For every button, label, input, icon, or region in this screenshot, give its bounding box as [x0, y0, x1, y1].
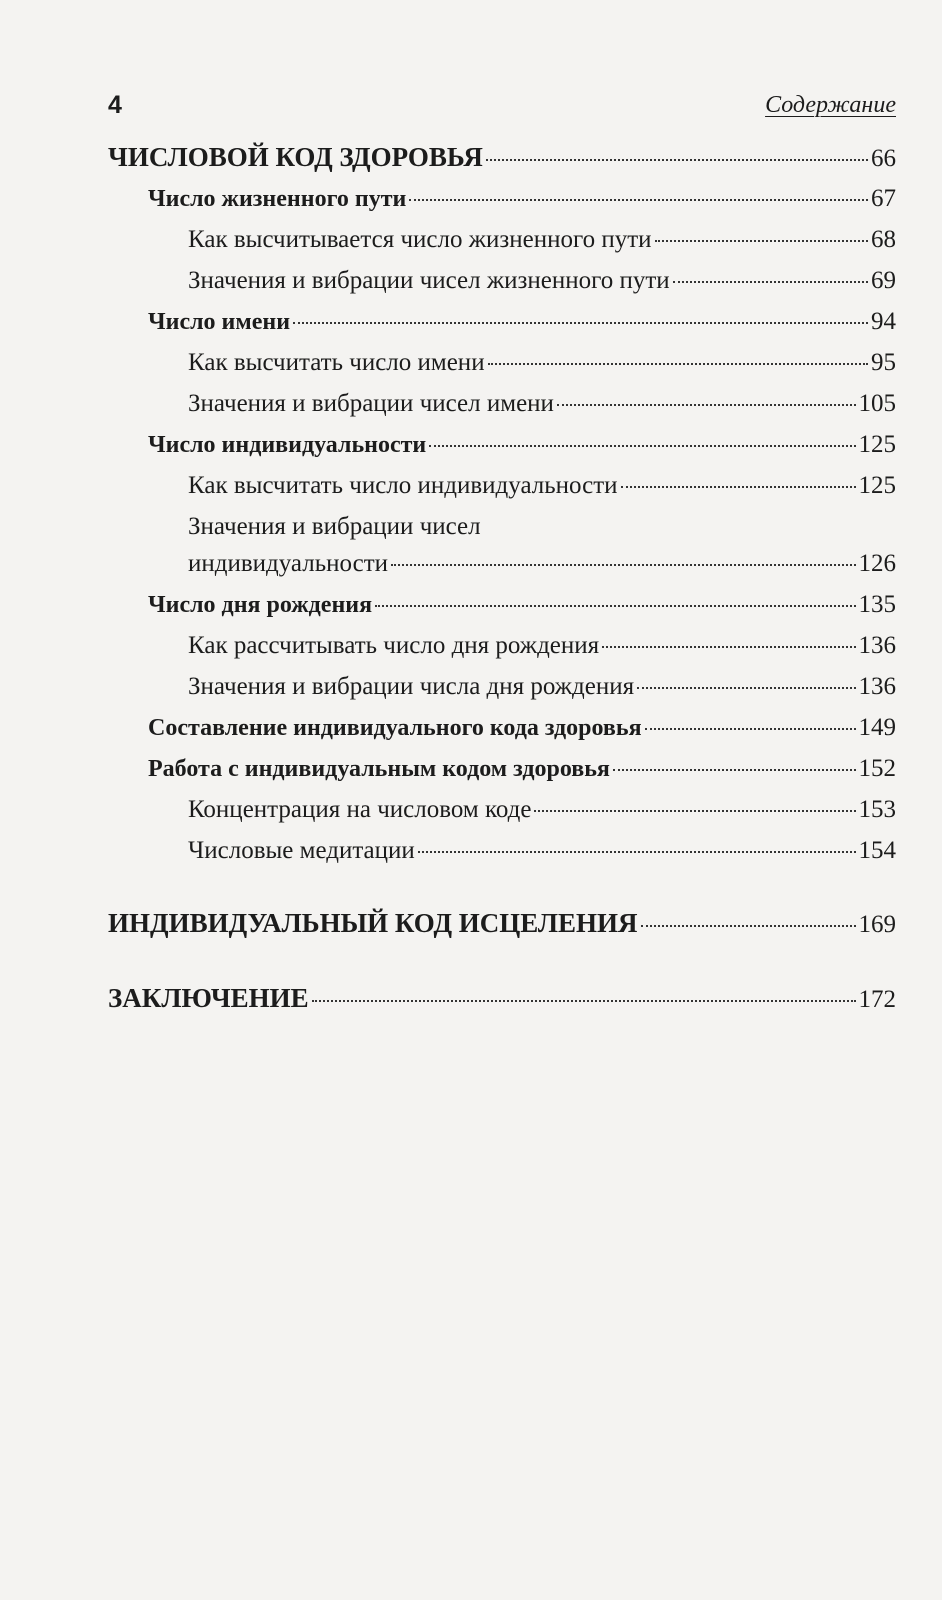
toc-entry-page: 149 [858, 714, 896, 741]
toc-entry-title: Как рассчитывать число дня рождения [188, 632, 600, 659]
dot-leader [534, 810, 855, 812]
toc-entry-page: 126 [858, 550, 896, 577]
toc-entry-title: ЗАКЛЮЧЕНИЕ [108, 983, 309, 1013]
toc-entry-subsection[interactable] [108, 673, 896, 701]
dot-leader [488, 363, 868, 365]
toc-entry-title: Концентрация на числовом коде [188, 796, 532, 823]
toc-entry-title: Число индивидуальности [148, 432, 427, 458]
dot-leader [312, 1000, 856, 1002]
table-of-contents [108, 0, 896, 1100]
toc-entry-section[interactable] [108, 431, 896, 459]
toc-entry-title: Как высчитать число индивидуальности [188, 472, 618, 499]
toc-entry-subsection[interactable] [108, 390, 896, 418]
toc-entry-title: Значения и вибрации чисел жизненного пути [188, 267, 670, 294]
toc-entry-page: 66 [871, 145, 896, 172]
toc-entry-subsection[interactable] [108, 472, 896, 500]
dot-leader [673, 281, 868, 283]
toc-entry-page: 135 [858, 591, 896, 618]
dot-leader [613, 769, 856, 771]
dot-leader [486, 159, 868, 161]
toc-entry-title: Числовые медитации [188, 837, 415, 864]
toc-entry-title: Как высчитывается число жизненного пути [188, 226, 652, 253]
toc-entry-section[interactable] [108, 591, 896, 619]
toc-entry-title: Как высчитать число имени [188, 349, 485, 376]
toc-entry-title-line1[interactable]: Значения и вибрации чисел [188, 513, 481, 540]
toc-entry-title: Число имени [148, 309, 291, 335]
toc-entry-page: 152 [858, 755, 896, 782]
toc-entry-title: Работа с индивидуальным кодом здоровья [148, 756, 610, 782]
toc-entry-title: Число дня рождения [148, 592, 373, 618]
toc-entry-section[interactable] [108, 714, 896, 742]
dot-leader [557, 404, 856, 406]
toc-entry-section[interactable] [108, 185, 896, 213]
toc-entry-page: 95 [871, 349, 896, 376]
toc-entry-section[interactable] [108, 308, 896, 336]
toc-entry-section[interactable] [108, 755, 896, 783]
dot-leader [645, 728, 856, 730]
dot-leader [637, 687, 855, 689]
toc-entry-page: 136 [858, 673, 896, 700]
toc-entry-subsection[interactable] [108, 796, 896, 824]
dot-leader [621, 486, 856, 488]
page-number: 4 [108, 91, 122, 119]
toc-entry-title: Значения и вибрации чисел имени [188, 390, 554, 417]
toc-entry-title: Значения и вибрации числа дня рождения [188, 673, 635, 700]
toc-entry-subsection[interactable] [108, 226, 896, 254]
toc-entry-chapter[interactable] [108, 908, 896, 939]
toc-entry-page: 125 [858, 472, 896, 499]
dot-leader [641, 925, 856, 927]
dot-leader [655, 240, 868, 242]
dot-leader [293, 322, 868, 324]
toc-entry-page: 136 [858, 632, 896, 659]
toc-entry-subsection[interactable] [108, 632, 896, 660]
toc-entry-page: 153 [858, 796, 896, 823]
toc-entry-title: Составление индивидуального кода здоровья [148, 715, 642, 741]
toc-entry-title: ИНДИВИДУАЛЬНЫЙ КОД ИСЦЕЛЕНИЯ [108, 908, 638, 938]
toc-entry-page: 125 [858, 431, 896, 458]
toc-entry-page: 154 [858, 837, 896, 864]
toc-entry-page: 169 [858, 911, 896, 938]
toc-entry-page: 94 [871, 308, 896, 335]
toc-entry-page: 69 [871, 267, 896, 294]
toc-entry-page: 105 [858, 390, 896, 417]
toc-entry-title: ЧИСЛОВОЙ КОД ЗДОРОВЬЯ [108, 142, 483, 172]
dot-leader [375, 605, 855, 607]
toc-entry-chapter[interactable] [108, 142, 896, 173]
running-head-title: Содержание [765, 92, 896, 118]
toc-entry-subsection[interactable] [108, 267, 896, 295]
toc-entry-subsection[interactable] [108, 349, 896, 377]
toc-entry-page: 172 [858, 986, 896, 1013]
toc-entry-title: индивидуальности [188, 550, 389, 577]
dot-leader [418, 851, 856, 853]
toc-entry-page: 67 [871, 185, 896, 212]
toc-entry-page: 68 [871, 226, 896, 253]
toc-entry-title: Число жизненного пути [148, 186, 407, 212]
dot-leader [602, 646, 855, 648]
dot-leader [391, 564, 855, 566]
toc-entry-subsection[interactable] [108, 837, 896, 865]
toc-entry-subsection[interactable] [108, 550, 896, 578]
toc-entry-chapter[interactable] [108, 983, 896, 1014]
dot-leader [429, 445, 855, 447]
dot-leader [409, 199, 868, 201]
